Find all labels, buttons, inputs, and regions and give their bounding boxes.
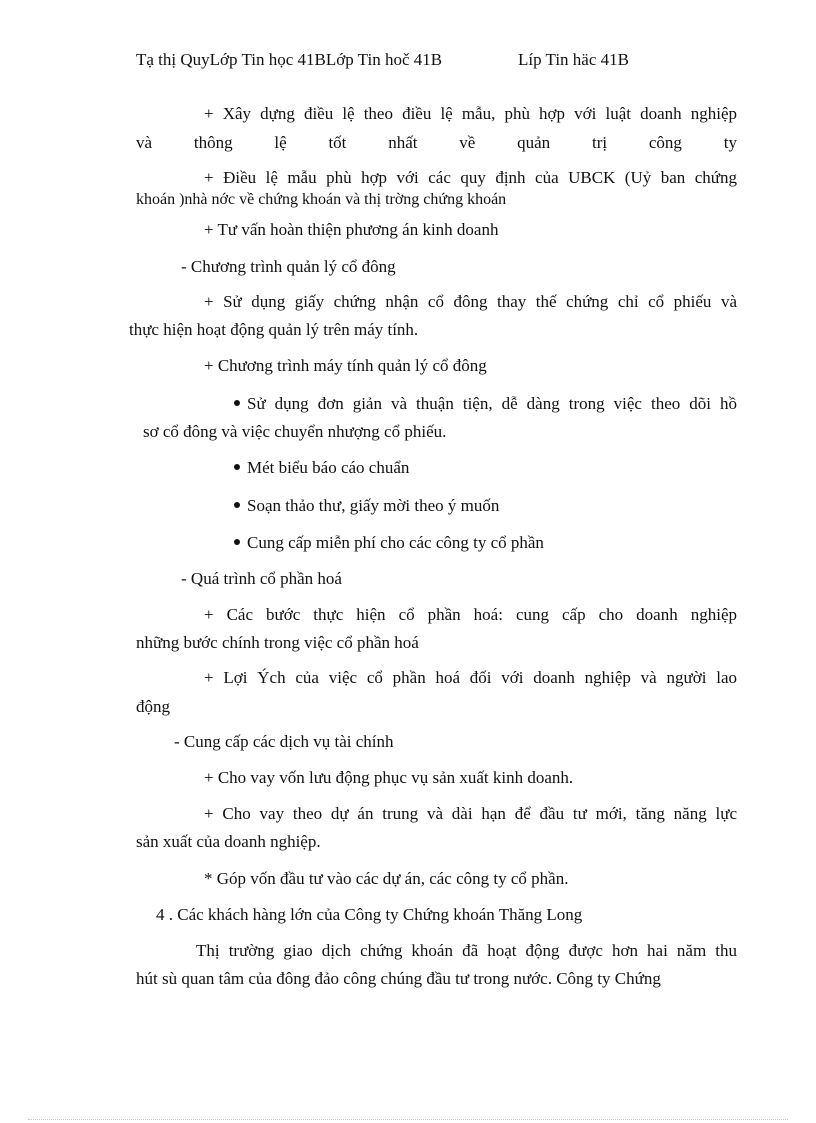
paragraph-line: + Cho vay theo dự án trung và dài hạn để đầu tư mới, tăng năng lực [204,804,737,823]
word: thông [193,133,233,152]
bullet-text: Mét biểu báo cáo chuẩn [247,458,410,477]
bullet-icon [234,400,240,406]
paragraph-line: + Tư vấn hoàn thiện phương án kinh doanh [204,220,499,239]
word: quản [517,133,551,152]
section-heading: - Chương trình quản lý cổ đông [181,257,396,276]
section-heading: - Cung cấp các dịch vụ tài chính [174,732,394,751]
word: tốt [328,133,347,152]
paragraph-line: khoán )nhà nớc về chứng khoán và thị trờng chứng khoán [136,191,507,208]
paragraph-line: + Xây dựng điều lệ theo điều lệ mẫu, phù hợp với luật doanh nghiệp [204,104,737,123]
paragraph-line: hút sù quan tâm của đông đảo công chúng đầu tư trong nước. Công ty Chứng [136,969,661,988]
section-heading: 4 . Các khách hàng lớn của Công ty Chứng khoán Thăng Long [156,905,583,924]
word: và [136,133,153,152]
word: lệ [274,133,287,152]
paragraph-line: thực hiện hoạt động quản lý trên máy tính. [129,320,419,339]
bullet-item [234,496,499,516]
paragraph-line-justified [136,133,737,153]
header-class: Líp Tin häc 41B [518,50,629,69]
page-bottom-rule [28,1119,788,1120]
bullet-icon [234,464,240,470]
word: ty [723,133,737,152]
word: công [648,133,682,152]
header-author-class: Tạ thị QuyLớp Tin học 41BLớp Tin hoč 41B [136,50,443,69]
word: nhất [388,133,418,152]
paragraph-line: + Chương trình máy tính quản lý cổ đông [204,356,487,375]
bullet-text: Sử dụng đơn giản và thuận tiện, dễ dàng trong việc theo dõi hồ [247,394,737,413]
bullet-item [234,458,409,478]
paragraph-line: + Lợi Ých của việc cổ phần hoá đối với doanh nghiệp và người lao [204,668,737,687]
paragraph-line: + Các bước thực hiện cổ phần hoá: cung cấp cho doanh nghiệp [204,605,737,624]
paragraph-line: * Góp vốn đầu tư vào các dự án, các công ty cổ phần. [204,869,569,888]
section-heading: - Quá trình cổ phần hoá [181,569,342,588]
paragraph-line: + Điều lệ mẫu phù hợp với các quy định của UBCK (Uỷ ban chứng [204,168,737,187]
word: về [459,133,476,152]
bullet-text: Cung cấp miễn phí cho các công ty cổ phần [247,533,544,552]
paragraph-line: những bước chính trong việc cổ phần hoá [136,633,419,652]
bullet-item [234,533,544,553]
bullet-icon [234,539,240,545]
bullet-item [234,394,737,414]
bullet-text: Soạn thảo thư, giấy mời theo ý muốn [247,496,500,515]
paragraph-line: động [136,697,170,716]
bullet-icon [234,502,240,508]
paragraph-line: sơ cổ đông và việc chuyển nhượng cổ phiếu. [143,422,447,441]
word: trị [591,133,608,152]
paragraph-line: + Cho vay vốn lưu động phục vụ sản xuất kinh doanh. [204,768,574,787]
paragraph-line: Thị trường giao dịch chứng khoán đã hoạt động được hơn hai năm thu [196,941,737,960]
paragraph-line: + Sử dụng giấy chứng nhận cổ đông thay thế chứng chỉ cổ phiếu và [204,292,737,311]
paragraph-line: sản xuất của doanh nghiệp. [136,832,321,851]
